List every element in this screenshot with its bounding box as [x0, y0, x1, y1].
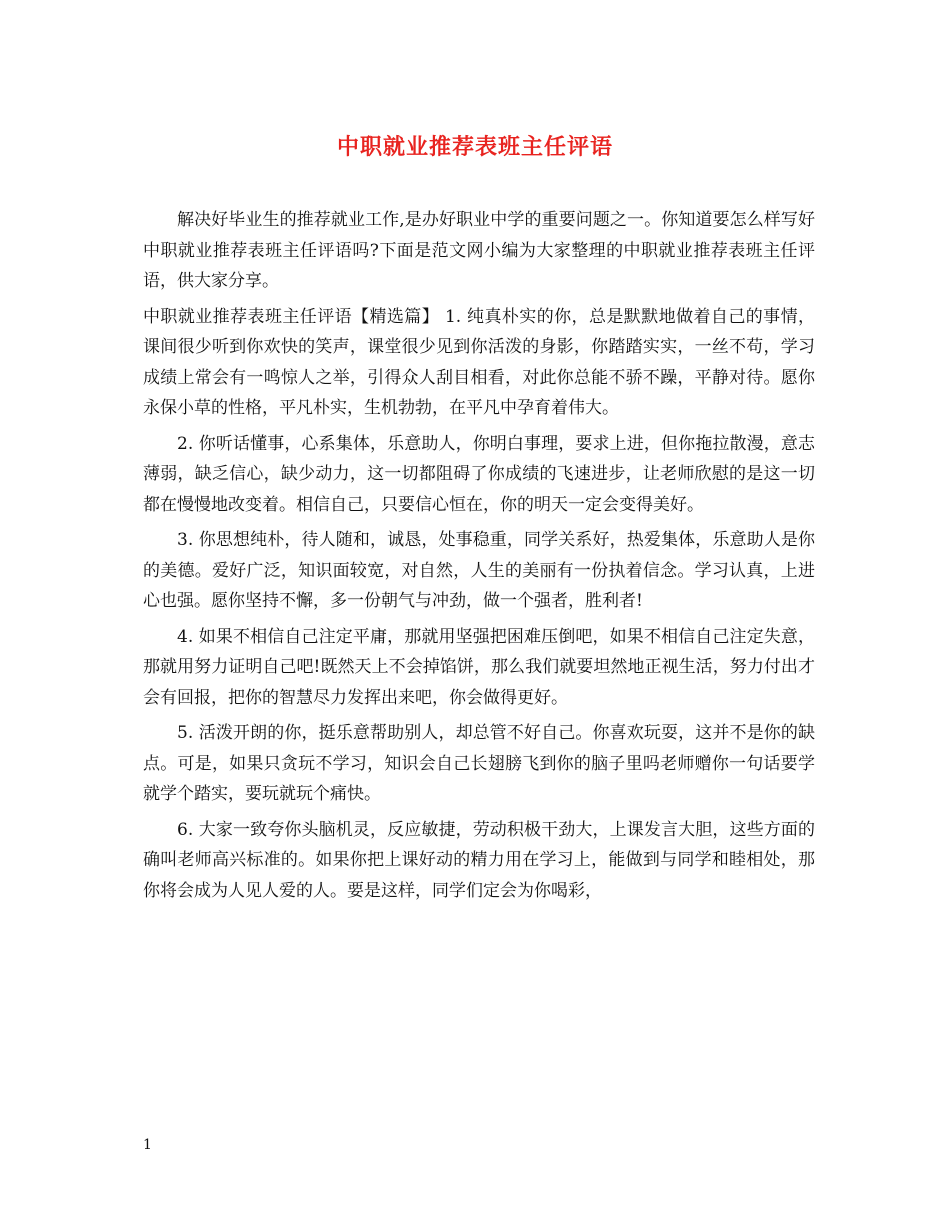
- page-number: 1: [143, 1137, 152, 1153]
- comment-item-1: 1. 纯真朴实的你，总是默默地做着自己的事情，课间很少听到你欢快的笑声，课堂很少见到你活泼的身影，你踏踏实实，一丝不苟，学习成绩上常会有一鸣惊人之举，引得众人刮目相看，对此你总能不骄不躁，平静对待。愿你永保小草的性格，平凡朴实，生机勃勃，在平凡中孕育着伟大。: [143, 306, 816, 418]
- intro-paragraph: 解决好毕业生的推荐就业工作,是办好职业中学的重要问题之一。你知道要怎么样写好中职就业推荐表班主任评语吗?下面是范文网小编为大家整理的中职就业推荐表班主任评语，供大家分享。: [143, 210, 815, 291]
- section-heading: 中职就业推荐表班主任评语【精选篇】: [143, 306, 440, 327]
- comment-item-5: 5. 活泼开朗的你，挺乐意帮助别人，却总管不好自己。你喜欢玩耍，这并不是你的缺点。可是，如果只贪玩不学习，知识会自己长翅膀飞到你的脑子里吗老师赠你一句话要学就学个踏实，要玩就玩个痛快。: [143, 723, 815, 804]
- comment-item-4: 4. 如果不相信自己注定平庸，那就用坚强把困难压倒吧，如果不相信自己注定失意，那就用努力证明自己吧!既然天上不会掉馅饼，那么我们就要坦然地正视生活，努力付出才会有回报，把你的智慧尽力发挥出来吧，你会做得更好。: [143, 626, 815, 708]
- comment-item-2: 2. 你听话懂事，心系集体，乐意助人，你明白事理，要求上进，但你拖拉散漫，意志薄弱，缺乏信心，缺少动力，这一切都阻碍了你成绩的飞速进步，让老师欣慰的是这一切都在慢慢地改变着。相信自己，只要信心恒在，你的明天一定会变得美好。: [143, 433, 815, 515]
- comment-item-6: 6. 大家一致夸你头脑机灵，反应敏捷，劳动积极干劲大，上课发言大胆，这些方面的确叫老师高兴标准的。如果你把上课好动的精力用在学习上，能做到与同学和睦相处，那你将会成为人见人爱的人。要是这样，同学们定会为你喝彩，: [143, 819, 815, 901]
- document-title: 中职就业推荐表班主任评语: [336, 134, 613, 160]
- document-body: [143, 205, 815, 911]
- section-paragraph: [143, 302, 815, 424]
- comment-item-3: 3. 你思想纯朴，待人随和，诚恳，处事稳重，同学关系好，热爱集体，乐意助人是你的美德。爱好广泛，知识面较宽，对自然，人生的美丽有一份执着信念。学习认真，上进心也强。愿你坚持不懈，多一份朝气与冲劲，做一个强者，胜利者!: [143, 530, 815, 611]
